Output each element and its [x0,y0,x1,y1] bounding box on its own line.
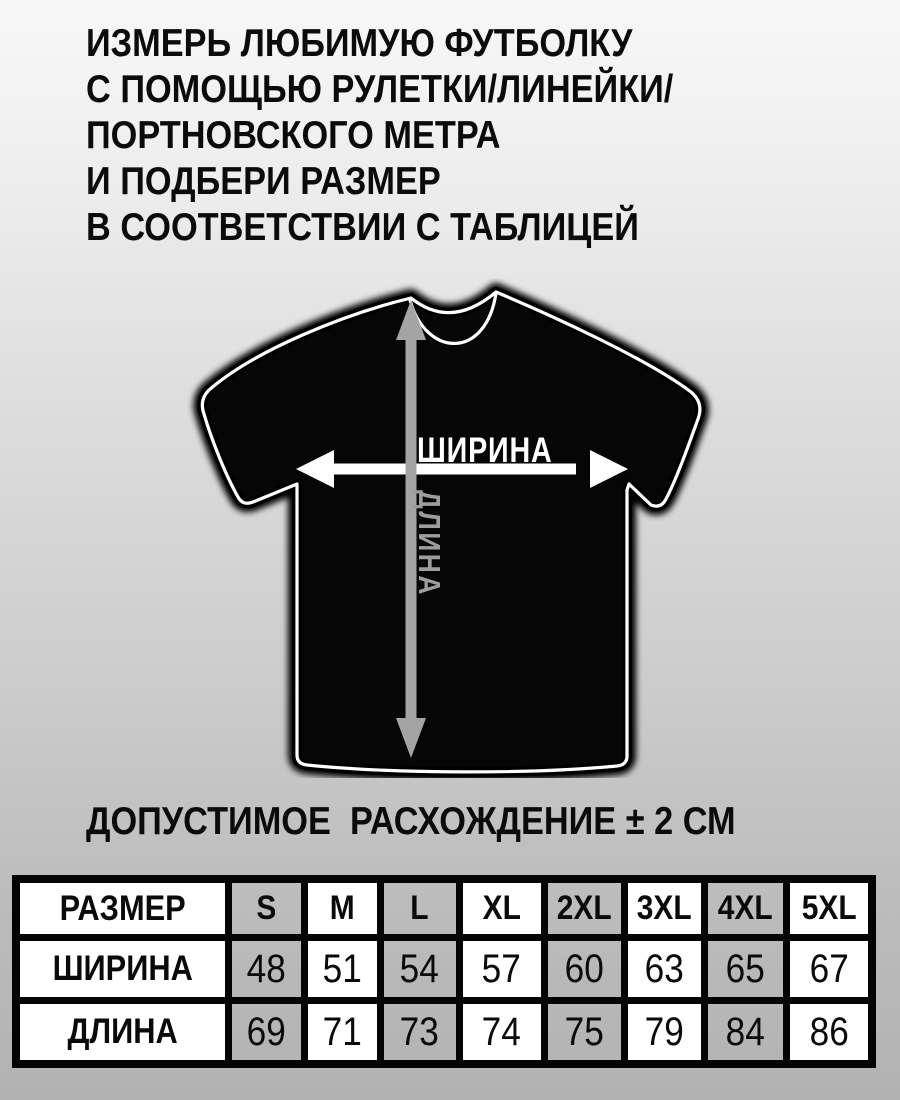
width-value-cell: 65 [704,938,786,1001]
size-column-header: XL [459,879,544,938]
length-value-cell: 86 [786,1001,872,1065]
size-table-header-row [16,879,872,938]
instructions-line: ИЗМЕРЬ ЛЮБИМУЮ ФУТБОЛКУ [86,22,633,65]
width-value-cell: 54 [380,938,459,1001]
length-value-cell: 71 [304,1001,380,1065]
size-table-corner-cell: РАЗМЕР [16,879,228,938]
length-row [16,1001,872,1065]
size-column-header: 4XL [704,879,786,938]
size-column-header: S [228,879,304,938]
instructions-line: С ПОМОЩЬЮ РУЛЕТКИ/ЛИНЕЙКИ/ [86,68,674,111]
length-value-cell: 73 [380,1001,459,1065]
instructions-heading [86,21,673,251]
instructions-line: В СООТВЕТСТВИИ С ТАБЛИЦЕЙ [86,206,639,249]
size-column-header: 2XL [544,879,624,938]
tolerance-note: ДОПУСТИМОЕ РАСХОЖДЕНИЕ ± 2 СМ [86,800,736,843]
instructions-line: И ПОДБЕРИ РАЗМЕР [86,160,441,203]
length-label: ДЛИНА [411,490,446,597]
size-column-header: 5XL [786,879,872,938]
size-column-header: M [304,879,380,938]
row-label-cell: ДЛИНА [16,1001,228,1065]
length-value-cell: 75 [544,1001,624,1065]
size-column-header: L [380,879,459,938]
length-value-cell: 79 [624,1001,704,1065]
tshirt-body [202,292,700,772]
width-value-cell: 63 [624,938,704,1001]
width-value-cell: 60 [544,938,624,1001]
width-label: ШИРИНА [417,430,553,470]
length-value-cell: 69 [228,1001,304,1065]
width-row [16,938,872,1001]
width-value-cell: 51 [304,938,380,1001]
length-value-cell: 84 [704,1001,786,1065]
size-column-header: 3XL [624,879,704,938]
instructions-line: ПОРТНОВСКОГО МЕТРА [86,114,501,157]
size-table [12,875,876,1068]
width-value-cell: 57 [459,938,544,1001]
width-value-cell: 67 [786,938,872,1001]
width-value-cell: 48 [228,938,304,1001]
tshirt-measurement-diagram [185,278,715,778]
row-label-cell: ШИРИНА [16,938,228,1001]
length-value-cell: 74 [459,1001,544,1065]
